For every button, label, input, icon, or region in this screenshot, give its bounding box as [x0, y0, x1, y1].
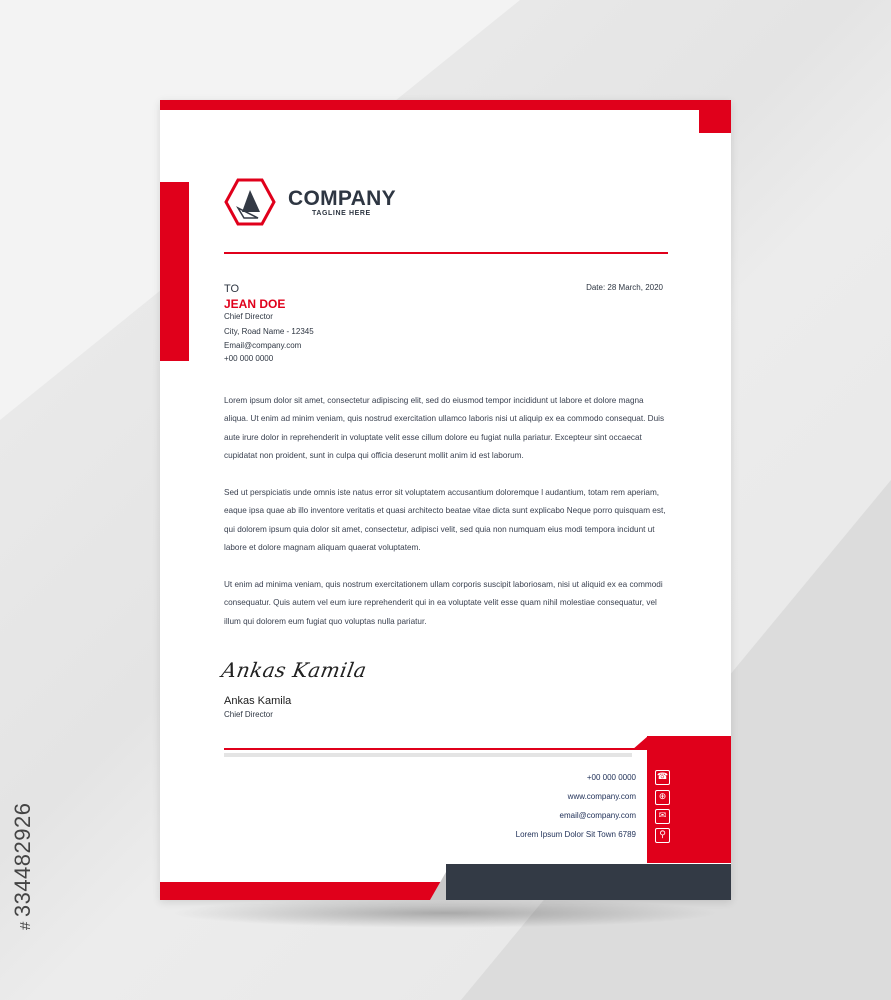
signatory-name: Ankas Kamila: [224, 695, 292, 707]
bottom-dark-bar: [446, 864, 731, 900]
body-paragraph-1: Lorem ipsum dolor sit amet, consectetur adipiscing elit, sed do eiusmod tempor incididunt ut labore et dolore magna aliqua. Ut enim ad minim veniam, quis nostrud exercitation ullamco laboris nisi ut aliquip ex ea commodo consequat. Duis aute irure dolor in reprehenderit in voluptate velit esse cillum dolore eu fugiat nulla pariatur. Excepteur sint occaecat cupidatat non proident, sunt in culpa qui officia deserunt mollit anim id est laborum.: [224, 396, 665, 460]
stock-image-id: #334482926: [10, 802, 35, 930]
left-accent-bar: [160, 182, 189, 361]
footer-website: www.company.com: [567, 792, 636, 801]
recipient-title: Chief Director: [224, 312, 273, 321]
bottom-accent-bar: [160, 882, 446, 900]
footer-divider-shadow: [224, 753, 632, 757]
top-right-accent-block: [699, 100, 731, 133]
phone-icon: ☎: [655, 770, 670, 785]
footer-email: email@company.com: [559, 811, 636, 820]
page-shadow: [170, 898, 720, 928]
handwritten-signature: Ankas Kamila: [219, 658, 369, 682]
footer-panel-corner: [632, 736, 648, 750]
mail-icon: ✉: [655, 809, 670, 824]
header-divider: [224, 252, 668, 254]
top-accent-bar: [160, 100, 731, 110]
company-tagline: TAGLINE HERE: [312, 210, 371, 217]
body-paragraph-3: Ut enim ad minima veniam, quis nostrum exercitationem ullam corporis suscipit laboriosam, nisi ut aliquid ex ea commodi consequatur. Quis autem vel eum iure reprehenderit qui in ea voluptate velit esse quam nihil molestiae consequatur, vel illum qui dolorem eum fugiat quo voluptas nulla pariatur.: [224, 580, 663, 626]
footer-divider: [224, 748, 648, 750]
footer-address: Lorem Ipsum Dolor Sit Town 6789: [515, 830, 636, 839]
globe-icon: ⊕: [655, 790, 670, 805]
location-pin-icon: ⚲: [655, 828, 670, 843]
letterhead-page: [160, 100, 731, 900]
company-name: COMPANY: [288, 187, 396, 210]
signatory-title: Chief Director: [224, 710, 273, 719]
recipient-name: JEAN DOE: [224, 297, 286, 311]
bottom-wedge: [430, 872, 446, 900]
body-paragraph-2: Sed ut perspiciatis unde omnis iste natus error sit voluptatem accusantium doloremque l audantium, totam rem aperiam, eaque ipsa quae ab illo inventore veritatis et quasi architecto beatae vitae dicta sunt explicabo Neque porro quisquam est, qui dolorem ipsum quia dolor sit amet, consectetur, adipisci velit, sed quia non numquam eius modi tempora incidunt ut labore et dolore magnam aliquam quaerat voluptatem.: [224, 488, 666, 552]
recipient-address: City, Road Name - 12345: [224, 327, 314, 336]
recipient-email: Email@company.com: [224, 341, 302, 350]
letter-date: Date: 28 March, 2020: [586, 283, 663, 292]
to-label: TO: [224, 283, 240, 295]
recipient-phone: +00 000 0000: [224, 354, 274, 363]
footer-phone: +00 000 0000: [586, 773, 636, 782]
hexagon-logo-icon: [224, 178, 276, 226]
